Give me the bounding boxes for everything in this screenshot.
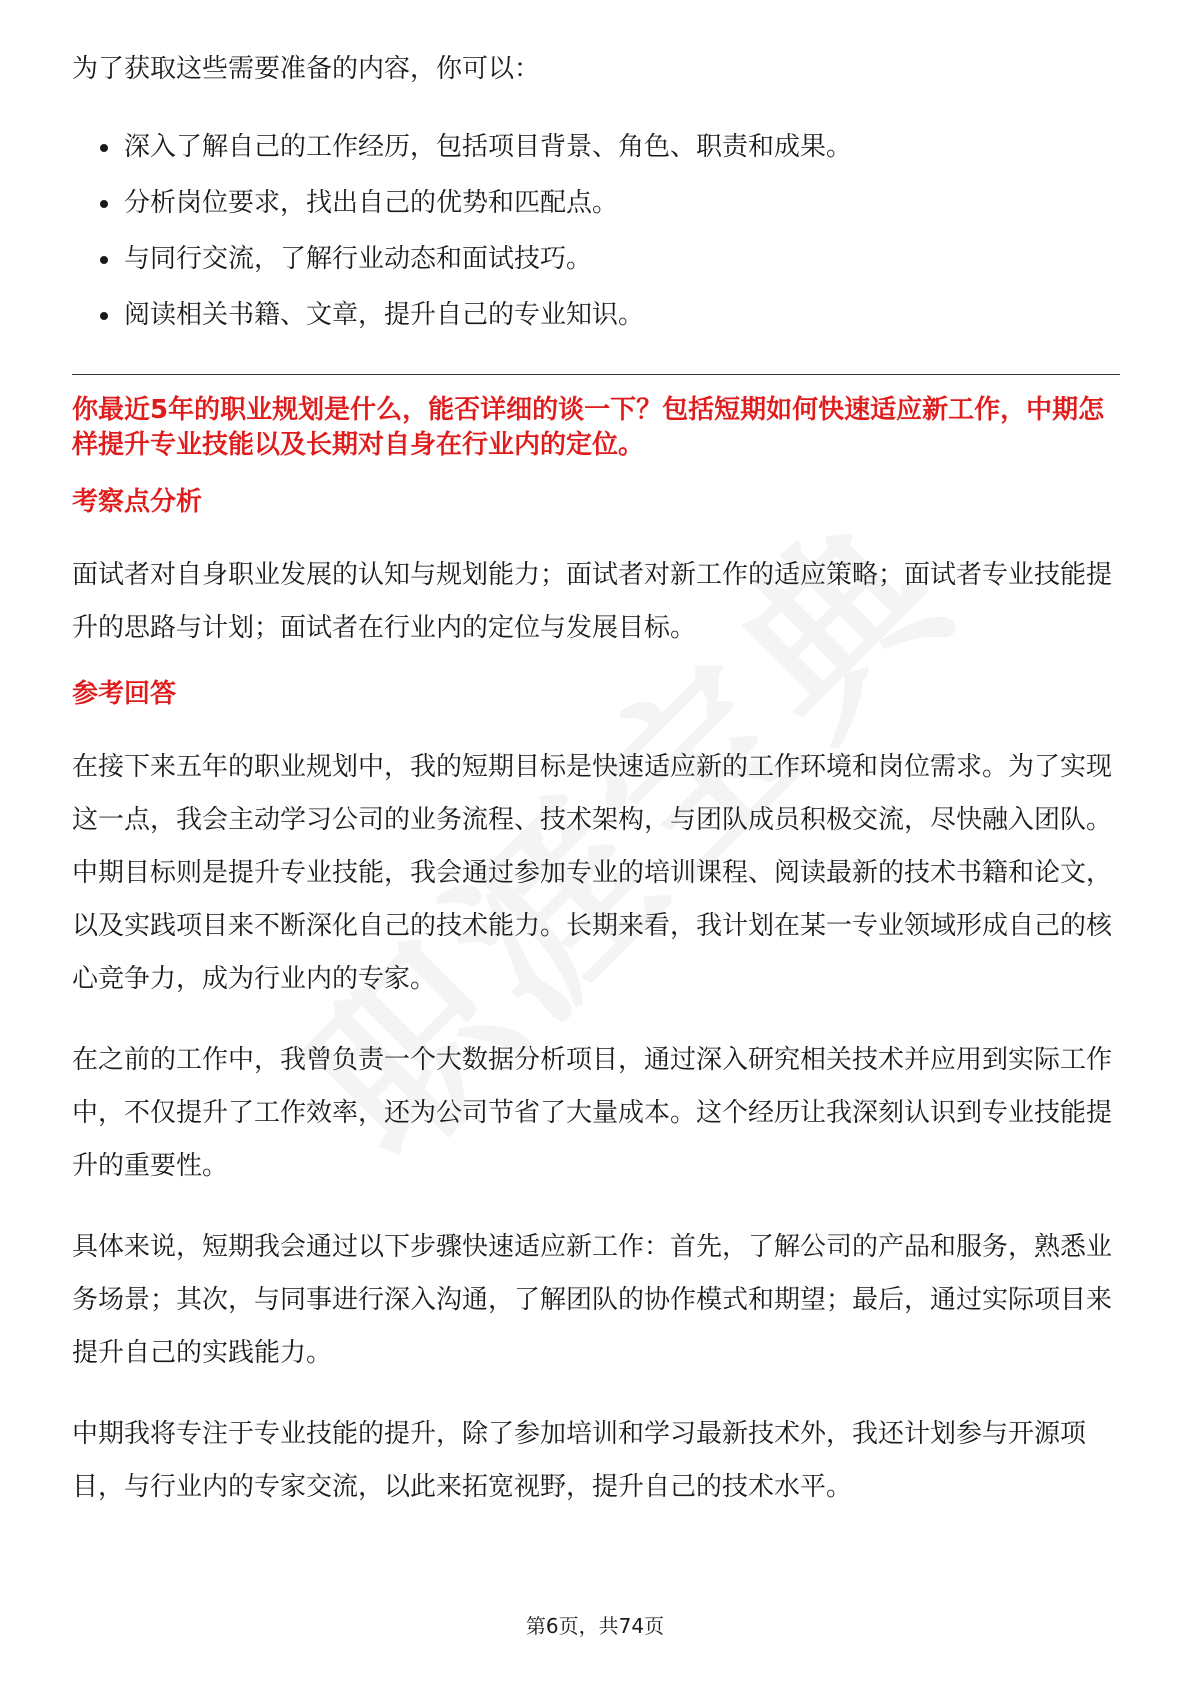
answer-paragraph: 在接下来五年的职业规划中，我的短期目标是快速适应新的工作环境和岗位需求。为了实现这一点，我会主动学习公司的业务流程、技术架构，与团队成员积极交流，尽快融入团队。中期目标则是提升专业技能，我会通过参加专业的培训课程、阅读最新的技术书籍和论文，以及实践项目来不断深化自己的技术能力。长期来看，我计划在某一专业领域形成自己的核心竞争力，成为行业内的专家。 bbox=[72, 752, 1113, 994]
preparation-list bbox=[72, 128, 1120, 334]
answer-heading: 参考回答 bbox=[72, 679, 177, 709]
section-divider bbox=[72, 374, 1120, 375]
analysis-text: 面试者对自身职业发展的认知与规划能力；面试者对新工作的适应策略；面试者专业技能提升的思路与计划；面试者在行业内的定位与发展目标。 bbox=[72, 560, 1113, 643]
page-content bbox=[72, 50, 1120, 1514]
page-number: 第6页，共74页 bbox=[525, 1614, 665, 1638]
list-item: 阅读相关书籍、文章，提升自己的专业知识。 bbox=[124, 296, 1120, 334]
answer-paragraph: 中期我将专注于专业技能的提升，除了参加培训和学习最新技术外，我还计划参与开源项目，与行业内的专家交流，以此来拓宽视野，提升自己的技术水平。 bbox=[72, 1419, 1087, 1502]
analysis-heading: 考察点分析 bbox=[72, 487, 203, 517]
list-item: 分析岗位要求，找出自己的优势和匹配点。 bbox=[124, 184, 1120, 222]
interview-question: 你最近5年的职业规划是什么，能否详细的谈一下？包括短期如何快速适应新工作，中期怎样提升专业技能以及长期对自身在行业内的定位。 bbox=[72, 395, 1105, 460]
list-item: 深入了解自己的工作经历，包括项目背景、角色、职责和成果。 bbox=[124, 128, 1120, 166]
intro-text: 为了获取这些需要准备的内容，你可以： bbox=[72, 54, 541, 84]
answer-paragraph: 具体来说，短期我会通过以下步骤快速适应新工作：首先，了解公司的产品和服务，熟悉业务场景；其次，与同事进行深入沟通，了解团队的协作模式和期望；最后，通过实际项目来提升自己的实践能力。 bbox=[72, 1232, 1113, 1368]
answer-paragraph: 在之前的工作中，我曾负责一个大数据分析项目，通过深入研究相关技术并应用到实际工作中，不仅提升了工作效率，还为公司节省了大量成本。这个经历让我深刻认识到专业技能提升的重要性。 bbox=[72, 1045, 1113, 1181]
list-item: 与同行交流，了解行业动态和面试技巧。 bbox=[124, 240, 1120, 278]
